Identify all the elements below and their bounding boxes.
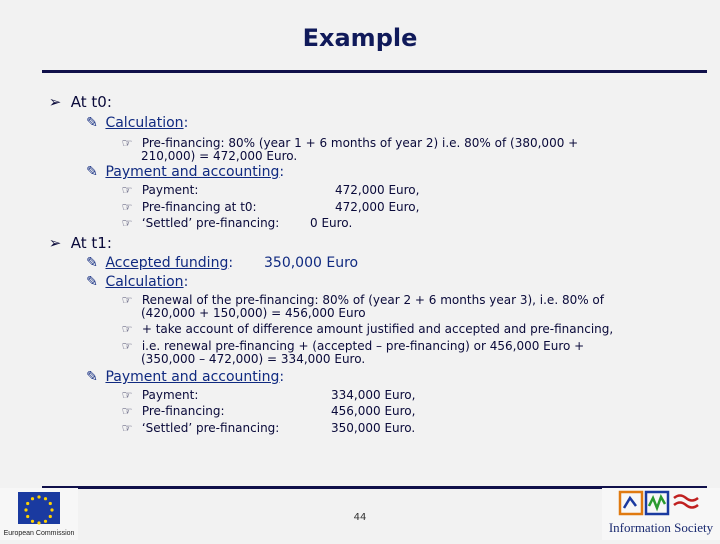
t1-calc2: + take account of difference amount justified and accepted and pre-financing, [141,322,614,336]
pointing-hand-bullet-icon: ☞ [121,200,133,214]
t1-row [120,404,225,418]
t0-calculation-item: ✎ Calculation: [86,115,189,131]
row-label: Payment: [141,388,199,402]
row-value: 0 Euro. [310,216,353,230]
t1-heading: At t1: [70,234,112,252]
row-label: ‘Settled’ pre-financing: [141,216,280,230]
t1-calc3-line1: i.e. renewal pre-financing + (accepted – pre-financing) or 456,000 Euro + [141,339,585,353]
pointing-hand-bullet-icon: ☞ [121,216,133,230]
pointing-hand-bullet-icon: ☞ [121,322,133,336]
t0-heading-item [48,93,112,111]
pointing-hand-bullet-icon: ☞ [121,136,133,150]
t1-calculation-label: Calculation [105,274,184,290]
t1-calc-item [120,339,584,353]
pencil-bullet-icon: ✎ [86,274,98,290]
page-number: 44 [353,512,367,523]
row-value: 350,000 Euro. [331,421,416,435]
t0-calc-item [120,136,578,150]
row-label: Pre-financing: [141,404,225,418]
pencil-bullet-icon: ✎ [86,369,98,385]
row-value: 456,000 Euro, [331,404,416,418]
t1-payment-item: ✎ Payment and accounting: [86,369,285,385]
information-society-logo [602,488,720,540]
t1-calc1-line2: (420,000 + 150,000) = 456,000 Euro [141,306,366,320]
pointing-hand-bullet-icon: ☞ [121,183,133,197]
row-label: Payment: [141,183,199,197]
slide-title: Example [302,24,418,52]
t0-calculation-label: Calculation [105,115,184,131]
t1-row [120,421,279,435]
arrow-bullet-icon: ➢ [48,93,62,111]
t0-row [120,200,257,214]
t1-calculation-item: ✎ Calculation: [86,274,189,290]
t1-accepted-value: 350,000 Euro [264,255,359,271]
t1-calc-item [120,322,613,336]
t1-calc1-line1: Renewal of the pre-financing: 80% of (year 2 + 6 months year 3), i.e. 80% of [141,293,604,307]
row-value: 472,000 Euro, [335,183,420,197]
t0-heading: At t0: [70,93,112,111]
pencil-bullet-icon: ✎ [86,255,98,271]
pencil-bullet-icon: ✎ [86,164,98,180]
pointing-hand-bullet-icon: ☞ [121,421,133,435]
arrow-bullet-icon: ➢ [48,234,62,252]
t1-accepted-item: ✎ Accepted funding: [86,255,234,271]
t1-row [120,388,198,402]
t0-row [120,216,279,230]
row-value: 472,000 Euro, [335,200,420,214]
pointing-hand-bullet-icon: ☞ [121,404,133,418]
t0-payment-label: Payment and accounting [105,164,280,180]
top-divider [42,70,707,73]
t0-calc-line1: Pre-financing: 80% (year 1 + 6 months of year 2) i.e. 80% of (380,000 + [141,136,579,150]
row-value: 334,000 Euro, [331,388,416,402]
t1-heading-item [48,234,112,252]
pencil-bullet-icon: ✎ [86,115,98,131]
row-label: ‘Settled’ pre-financing: [141,421,280,435]
pointing-hand-bullet-icon: ☞ [121,293,133,307]
t0-payment-item: ✎ Payment and accounting: [86,164,285,180]
t1-calc-item [120,293,604,307]
information-society-text: Information Society [608,520,714,535]
european-commission-text: European Commission [3,530,75,537]
t0-calc-line2: 210,000) = 472,000 Euro. [141,149,298,163]
t1-payment-label: Payment and accounting [105,369,280,385]
t1-calc3-line2: (350,000 – 472,000) = 334,000 Euro. [141,352,366,366]
pointing-hand-bullet-icon: ☞ [121,339,133,353]
t1-accepted-label: Accepted funding [105,255,229,271]
t0-row [120,183,198,197]
pointing-hand-bullet-icon: ☞ [121,388,133,402]
row-label: Pre-financing at t0: [141,200,257,214]
